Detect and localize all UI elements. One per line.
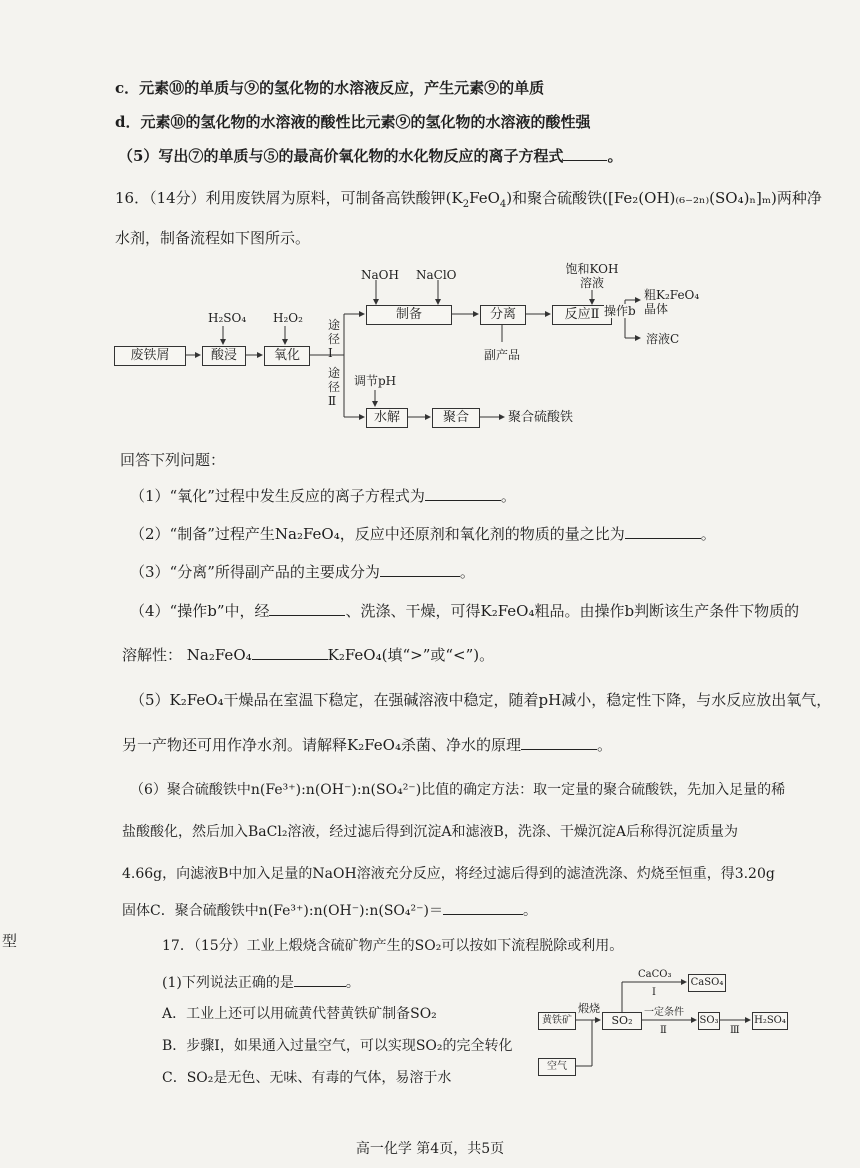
q16-part4-line2 [122, 645, 494, 665]
period: 。 [522, 903, 537, 919]
q16-part6-line4 [122, 900, 537, 921]
page-footer: 高一化学 第4页，共5页 [355, 1141, 505, 1157]
q17-part1 [162, 972, 360, 993]
q16-part1 [130, 486, 516, 506]
answer-blank[interactable] [252, 645, 328, 660]
flow-reaction2: 反应Ⅱ [552, 305, 612, 325]
q16-part4-text-c: 溶解性： Na₂FeO₄ [122, 646, 252, 664]
q16-part6-line1: （6）聚合硫酸铁中n(Fe³⁺):n(OH⁻):n(SO₄²⁻)比值的确定方法：取一定量的聚合硫酸铁，先加入足量的稀 [130, 782, 786, 798]
q16-part5-line2 [122, 735, 612, 755]
q16-intro-a: 16．（14分）利用废铁屑为原料，可制备高铁酸钾(K [115, 189, 463, 207]
answer-blank[interactable] [294, 972, 346, 987]
flow-route1: 途径Ⅰ [328, 318, 341, 360]
polymer-formula: [Fe₂(OH)₍₆₋₂ₙ₎(SO₄)ₙ]ₘ [607, 189, 772, 207]
q15-option-c: c．元素⑩的单质与⑨的氢化物的水溶液反应，产生元素⑨的单质 [115, 79, 545, 97]
q16-part4-text-b: 、洗涤、干燥，可得K₂FeO₄粗品。由操作b判断该生产条件下物质的 [345, 602, 800, 620]
q17-flow-so2: SO₂ [602, 1012, 642, 1030]
flow-separation: 分离 [480, 305, 526, 325]
q15-part5 [118, 146, 622, 166]
answer-blank[interactable] [443, 900, 523, 915]
q17-option-c: C．SO₂是无色、无味、有毒的气体，易溶于水 [162, 1070, 452, 1086]
q17-flow-caso4: CaSO₄ [688, 974, 726, 992]
period: 。 [500, 487, 516, 505]
period: 。 [597, 736, 613, 754]
q17-flow-air: 空气 [538, 1058, 576, 1076]
q16-part2-text: （2）“制备”过程产生Na₂FeO₄，反应中还原剂和氧化剂的物质的量之比为 [130, 525, 625, 543]
period: 。 [459, 563, 475, 581]
q17-flow-ore: 黄铁矿 [538, 1012, 576, 1030]
flow-adjust-ph: 调节pH [354, 374, 397, 388]
flow-solution-c: 溶液C [646, 332, 680, 346]
q17-flow-diagram [530, 966, 790, 1086]
period: 。 [700, 525, 716, 543]
flow-operation-b: 操作b [604, 304, 636, 318]
q16-intro-d: )两种净 [771, 189, 822, 207]
q15-option-d: d．元素⑩的氢化物的水溶液的酸性比元素⑨的氢化物的水溶液的酸性强 [115, 113, 591, 131]
flow-naclo: NaClO [416, 268, 457, 282]
q16-intro-b: FeO [469, 189, 500, 207]
flow-h2o2: H₂O₂ [273, 311, 303, 325]
q17-flow-h2so4: H₂SO₄ [752, 1012, 788, 1030]
answer-blank[interactable] [563, 146, 607, 161]
q17-flow-burn: 煅烧 [578, 1002, 600, 1015]
q16-flow-diagram [110, 262, 750, 442]
q17-flow-step3: Ⅲ [730, 1025, 740, 1036]
q16-part4-text-a: （4）“操作b”中，经 [130, 602, 270, 620]
q16-part3 [130, 562, 475, 582]
flow-byproduct: 副产品 [484, 348, 521, 362]
q17-flow-step1: Ⅰ [652, 987, 656, 998]
q16-part6-line2: 盐酸酸化，然后加入BaCl₂溶液，经过滤后得到沉淀A和滤液B，洗涤、干燥沉淀A后称得沉淀质量为 [122, 824, 738, 840]
q16-part5-line1: （5）K₂FeO₄干燥品在室温下稳定，在强碱溶液中稳定，随着pH减小，稳定性下降，与水反应放出氧气， [130, 691, 832, 709]
answer-blank[interactable] [269, 601, 345, 616]
flow-h2so4: H₂SO₄ [208, 311, 247, 325]
q16-part5-text: 另一产物还可用作净水剂。请解释K₂FeO₄杀菌、净水的原理 [122, 736, 521, 754]
q17-intro: 17．（15分）工业上煅烧含硫矿物产生的SO₂可以按如下流程脱除或利用。 [162, 938, 624, 954]
answer-blank[interactable] [521, 735, 597, 750]
flow-preparation: 制备 [366, 305, 452, 325]
margin-char: 型 [2, 932, 18, 950]
flow-acid-leach: 酸浸 [202, 346, 246, 366]
flow-oxidation: 氧化 [264, 346, 310, 366]
flow-product: 聚合硫酸铁 [508, 410, 574, 425]
q16-part2 [130, 524, 716, 544]
answer-blank[interactable] [380, 562, 460, 577]
q16-part4-line1 [130, 601, 799, 621]
period: 。 [607, 147, 623, 165]
q17-option-a: A．工业上还可以用硫黄代替黄铁矿制备SO₂ [162, 1006, 437, 1022]
q17-option-b: B．步骤Ⅰ，如果通入过量空气，可以实现SO₂的完全转化 [162, 1038, 513, 1054]
q17-flow-condition: 一定条件 [644, 1007, 684, 1018]
answer-heading: 回答下列问题： [120, 451, 226, 469]
q16-part1-text: （1）“氧化”过程中发生反应的离子方程式为 [130, 487, 425, 505]
flow-naoh: NaOH [361, 268, 399, 282]
answer-blank[interactable] [425, 486, 501, 501]
q16-intro-c: )和聚合硫酸铁( [506, 189, 608, 207]
q17-flow-caco3: CaCO₃ [638, 969, 672, 980]
flow-waste-iron: 废铁屑 [114, 346, 186, 366]
period: 。 [345, 975, 360, 991]
q17-flow-so3: SO₃ [698, 1012, 720, 1030]
q17-part1-text: (1)下列说法正确的是 [162, 975, 294, 991]
q16-part4-text-d: K₂FeO₄(填“>”或“<”)。 [327, 646, 495, 664]
answer-blank[interactable] [625, 524, 701, 539]
flow-polymerization: 聚合 [432, 408, 480, 428]
q16-intro-line2: 水剂，制备流程如下图所示。 [115, 229, 311, 247]
flow-hydrolysis: 水解 [366, 408, 408, 428]
q16-part3-text: （3）“分离”所得副产品的主要成分为 [130, 563, 380, 581]
q16-part6-text: 固体C．聚合硫酸铁中n(Fe³⁺):n(OH⁻):n(SO₄²⁻)＝ [122, 903, 443, 919]
flow-route2: 途径Ⅱ [328, 366, 341, 408]
q15-part5-text: （5）写出⑦的单质与⑤的最高价氧化物的水化物反应的离子方程式 [118, 147, 564, 165]
q17-flow-step2: Ⅱ [660, 1025, 667, 1036]
q16-part6-line3: 4.66g，向滤液B中加入足量的NaOH溶液充分反应，将经过滤后得到的滤渣洗涤、灼烧至恒重，得3.20g [122, 866, 775, 882]
flow-sat-koh: 饱和KOH溶液 [565, 262, 619, 290]
q16-intro-line1: 16．（14分）利用废铁屑为原料，可制备高铁酸钾$(K_2FeO_4)$和聚合硫酸铁([Fe₂(OH)₍₆₋₂ₙ₎(SO₄)ₙ]ₘ)两种净 [115, 189, 822, 210]
flow-crude-k2feo4: 粗K₂FeO₄晶体 [644, 288, 700, 316]
